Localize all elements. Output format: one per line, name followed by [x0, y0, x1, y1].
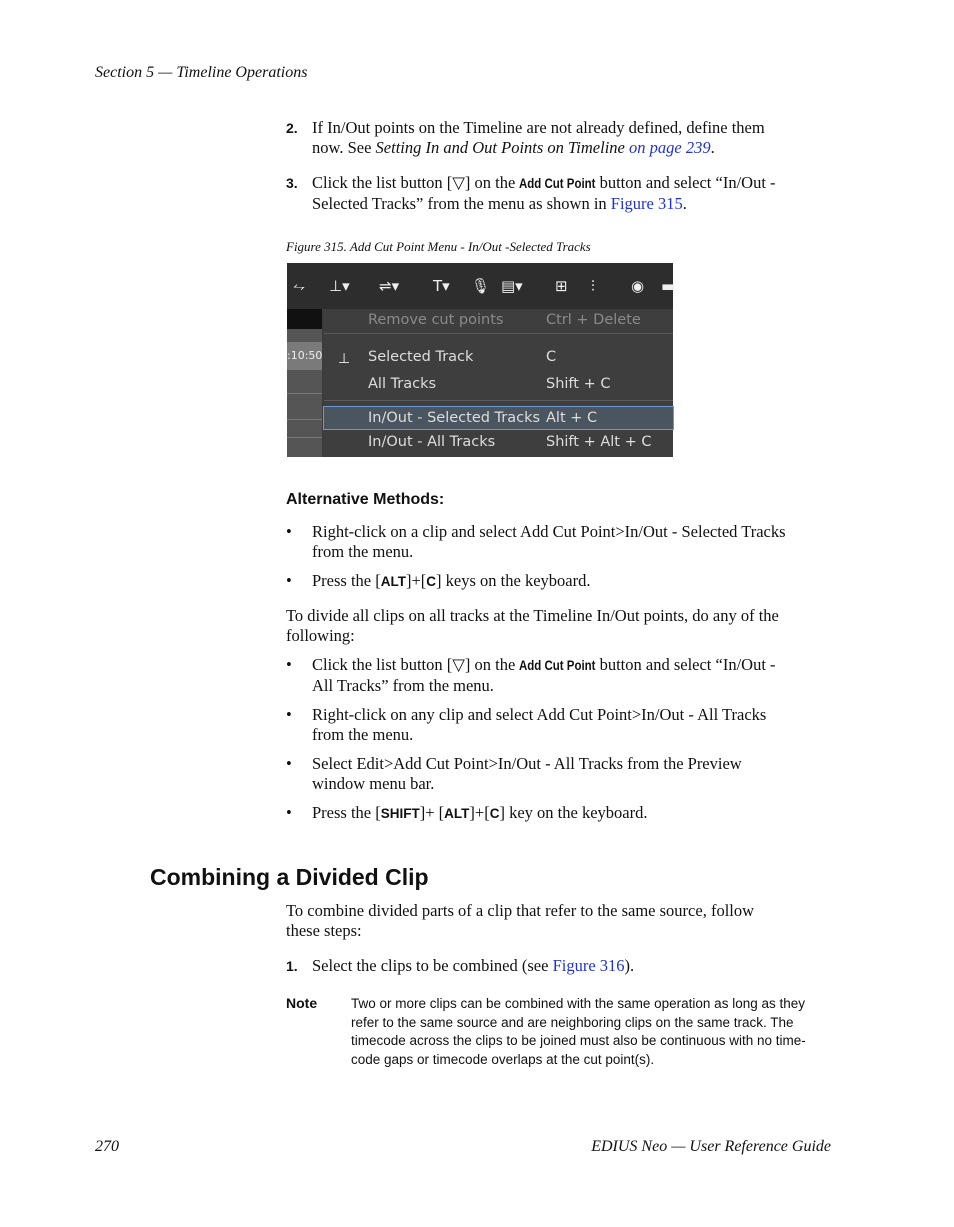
- step-number: 2.: [286, 120, 298, 136]
- menu-separator: [324, 400, 673, 401]
- add-cut-point-menu: [324, 309, 673, 457]
- step-2: [286, 118, 831, 158]
- panel-header: [287, 309, 322, 329]
- note-label: Note: [286, 995, 318, 1011]
- page-number: 270: [95, 1138, 119, 1155]
- alternative-methods-heading: Alternative Methods:: [286, 491, 445, 508]
- figure-screenshot: [287, 263, 676, 457]
- menu-item-in-out-all-tracks[interactable]: In/Out - All Tracks Shift + Alt + C: [368, 434, 652, 450]
- more-icon[interactable]: ▬: [661, 277, 676, 295]
- menu-item-in-out-selected-tracks[interactable]: In/Out - Selected Tracks Alt + C: [324, 407, 673, 429]
- key-alt: ALT: [444, 806, 470, 821]
- timeline-left-panel: [287, 309, 322, 457]
- figure-link[interactable]: Figure 315: [610, 194, 683, 213]
- figure-caption: Figure 315. Add Cut Point Menu - In/Out -Selected Tracks: [286, 239, 591, 254]
- bullet-icon: •: [286, 803, 292, 822]
- ripple-icon: ⥊: [293, 277, 306, 295]
- mixer-icon[interactable]: ⫶: [591, 277, 595, 295]
- track-divider: [287, 393, 322, 394]
- list-item: • Press the [SHIFT]+ [ALT]+[C] key on the keyboard.: [286, 803, 648, 822]
- combining-intro: To combine divided parts of a clip that refer to the same source, follow these steps:: [286, 901, 755, 940]
- punctuation: .: [710, 138, 715, 157]
- step-number: 3.: [286, 175, 298, 191]
- key-c: C: [489, 806, 500, 821]
- list-item: • Click the list button [▽] on the Add Cut Point button and select “In/Out - All Tracks” from the menu.: [286, 655, 776, 695]
- step-2-text: now. See: [312, 138, 376, 157]
- page-link[interactable]: on page 239: [629, 138, 711, 157]
- step-3: [286, 173, 831, 214]
- step-3-text: Click the list button [▽] on the: [312, 173, 520, 192]
- export-icon[interactable]: ▤▾: [501, 277, 523, 295]
- grid-icon[interactable]: ⊞: [555, 277, 568, 295]
- add-cut-point-button-name: Add Cut Point: [519, 658, 596, 673]
- running-header: Section 5 — Timeline Operations: [95, 64, 308, 81]
- bullet-icon: •: [286, 522, 292, 541]
- key-alt: ALT: [380, 574, 406, 589]
- bullet-icon: •: [286, 705, 292, 724]
- footer-title: EDIUS Neo — User Reference Guide: [591, 1138, 831, 1155]
- title-icon[interactable]: T▾: [433, 277, 450, 295]
- step-number: 1.: [286, 958, 298, 974]
- add-cut-point-button-name: Add Cut Point: [519, 176, 596, 191]
- menu-item-remove-cut-points[interactable]: Remove cut points Ctrl + Delete: [368, 312, 641, 328]
- list-item: • Select Edit>Add Cut Point>In/Out - All Tracks from the Preview window menu bar.: [286, 754, 742, 793]
- list-item: • Right-click on a clip and select Add Cut Point>In/Out - Selected Tracks from the menu.: [286, 522, 786, 561]
- section-heading: Combining a Divided Clip: [150, 864, 429, 890]
- list-item: • Press the [ALT]+[C] keys on the keyboard.: [286, 571, 591, 590]
- combining-step-1: 1. Select the clips to be combined (see Figure 316).: [286, 956, 635, 975]
- microphone-icon[interactable]: 🎙: [471, 277, 491, 295]
- bullet-icon: •: [286, 571, 292, 590]
- figure-link[interactable]: Figure 316: [552, 956, 625, 975]
- intro-paragraph: To divide all clips on all tracks at the Timeline In/Out points, do any of the following:: [286, 606, 779, 645]
- color-wheel-icon[interactable]: ◉: [631, 277, 645, 295]
- punctuation: .: [682, 194, 687, 213]
- track-divider: [287, 419, 322, 420]
- clip-icon[interactable]: ⇌▾: [379, 277, 400, 295]
- key-c: C: [426, 574, 437, 589]
- note-text: Two or more clips can be combined with the same operation as long as they refer to the same source and are neighboring clips on the same track. The timecode across the clips to be joined must also be continuous with no time- code gaps or timecode overlaps at the cut point(s).: [351, 996, 806, 1067]
- step-2-line1: If In/Out points on the Timeline are not already defined, define them: [312, 118, 765, 137]
- list-item: • Right-click on any clip and select Add Cut Point>In/Out - All Tracks from the menu.: [286, 705, 767, 744]
- add-cut-point-icon[interactable]: ⊥▾: [329, 277, 350, 295]
- timecode: :10:50: [287, 342, 322, 370]
- selected-track-icon: ⊥: [338, 351, 351, 367]
- step-3-text: Selected Tracks” from the menu as shown in: [312, 194, 611, 213]
- menu-item-all-tracks[interactable]: All Tracks Shift + C: [368, 376, 611, 392]
- toolbar: [287, 263, 676, 309]
- bullet-icon: •: [286, 754, 292, 773]
- menu-item-selected-track[interactable]: ⊥ Selected Track C: [324, 346, 673, 368]
- menu-separator: [324, 333, 673, 334]
- step-3-text: button and select “In/Out -: [595, 173, 776, 192]
- bullet-icon: •: [286, 655, 292, 674]
- key-shift: SHIFT: [380, 806, 420, 821]
- section-reference: Setting In and Out Points on Timeline: [375, 138, 625, 157]
- track-divider: [287, 437, 322, 438]
